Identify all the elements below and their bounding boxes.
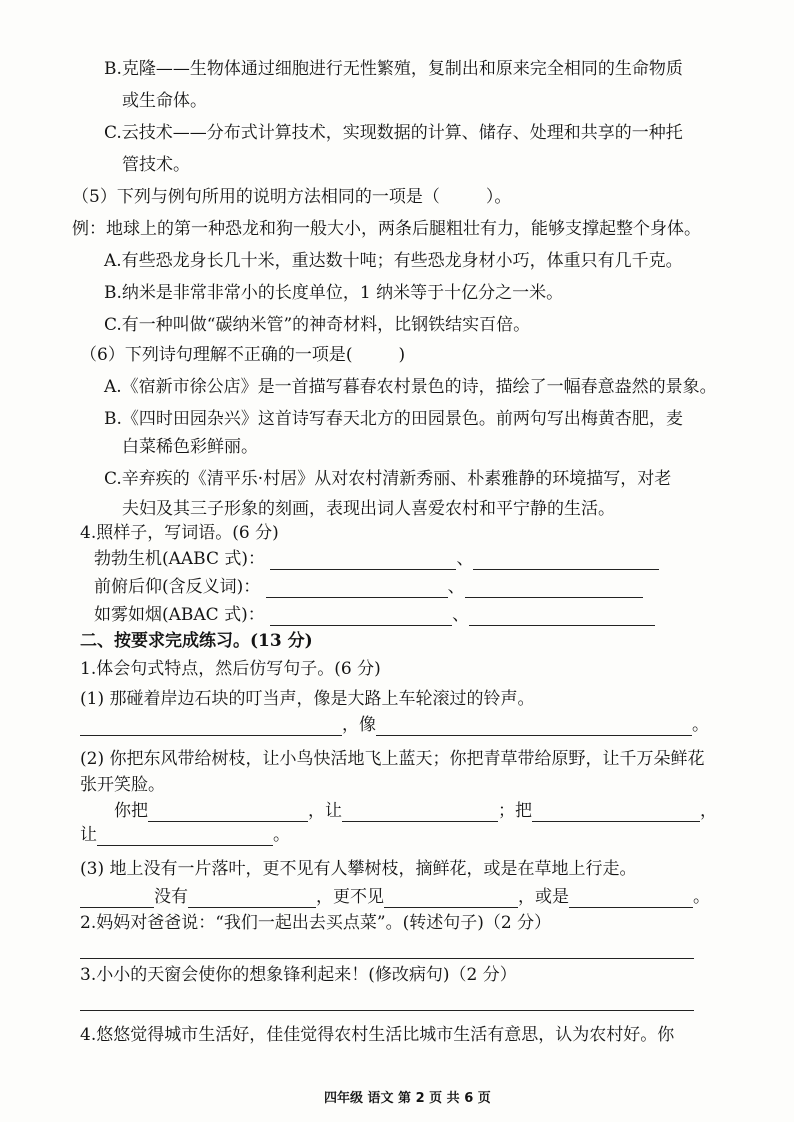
option-6b-line2: 白菜稀色彩鲜丽。 [122, 437, 258, 457]
section-2-q1-1: (1) 那碰着岸边石块的叮当声，像是大路上车轮滚过的铃声。 [80, 689, 535, 709]
q1-3-geng-bu-jian: ，更不见 [316, 887, 384, 907]
q4-row-1 [94, 548, 659, 570]
q1-2-blank-3[interactable] [532, 805, 700, 822]
q1-1-blank-2[interactable] [376, 719, 692, 736]
section-2-q1-title: 1.体会句式特点，然后仿写句子。(6 分) [80, 659, 381, 679]
q1-1-period: 。 [692, 715, 709, 735]
question-5-stem-text: （5）下列与例句所用的说明方法相同的一项是（ [72, 187, 440, 207]
option-5a: A.有些恐龙身长几十米，重达数十吨；有些恐龙身材小巧，体重只有几千克。 [104, 251, 683, 271]
q4-row-3-blank-2[interactable] [469, 609, 655, 626]
question-6-stem [80, 344, 405, 366]
q1-2-rang-2: 让 [80, 825, 97, 845]
q1-1-xiang: ，像 [342, 715, 376, 735]
q1-3-mei-you: 没有 [154, 887, 188, 907]
q1-2-period: 。 [273, 825, 290, 845]
section-2-q3: 3.小小的天窗会使你的想象锋利起来！(修改病句)（2 分） [80, 965, 517, 985]
q1-2-ni-ba: 你把 [114, 801, 148, 821]
question-5-stem [72, 186, 511, 208]
section-2-title: 二、按要求完成练习。(13 分) [80, 631, 313, 651]
q3-answer-line[interactable] [80, 1010, 694, 1011]
q4-row-1-label: 勃勃生机(AABC 式)： [94, 549, 266, 569]
q1-2-blank-2[interactable] [342, 805, 498, 822]
q4-row-3-label: 如雾如烟(ABAC 式)： [94, 605, 265, 625]
question-4-title: 4.照样子，写词语。(6 分) [80, 523, 279, 543]
q1-1-blank-1[interactable] [80, 719, 342, 736]
question-6-stem-text: （6）下列诗句理解不正确的一项是( [80, 345, 353, 365]
q1-1-answer-row [80, 714, 709, 736]
q1-3-answer-row [80, 886, 710, 908]
q1-3-blank-1[interactable] [80, 891, 154, 908]
q4-row-2 [94, 576, 643, 598]
q1-3-blank-4[interactable] [569, 891, 693, 908]
section-2-q1-3: (3) 地上没有一片落叶，更不见有人攀树枝，摘鲜花，或是在草地上行走。 [80, 859, 637, 879]
page-footer: 四年级 语文 第 2 页 共 6 页 [324, 1091, 491, 1106]
q4-row-3-blank-1[interactable] [270, 609, 452, 626]
option-5c: C.有一种叫做“碳纳米管”的神奇材料，比钢铁结实百倍。 [104, 315, 531, 335]
q1-2-comma: ， [700, 801, 717, 821]
q1-3-period: 。 [693, 887, 710, 907]
option-6b-line1: B.《四时田园杂兴》这首诗写春天北方的田园景色。前两句写出梅黄杏肥，麦 [104, 409, 683, 429]
option-3c-line1: C.云技术——分布式计算技术，实现数据的计算、储存、处理和共享的一种托 [104, 123, 683, 143]
q4-row-2-label: 前俯后仰(含反义词)： [94, 577, 261, 597]
q4-row-3-sep: 、 [452, 605, 470, 625]
q1-2-answer-row-1 [114, 800, 717, 822]
q1-2-blank-1[interactable] [148, 805, 308, 822]
q1-3-blank-2[interactable] [188, 891, 316, 908]
option-6a: A.《宿新市徐公店》是一首描写暮春农村景色的诗，描绘了一幅春意盎然的景象。 [104, 377, 717, 397]
q4-row-1-blank-1[interactable] [270, 553, 456, 570]
option-3b-line2: 或生命体。 [122, 91, 207, 111]
option-3b-line1: B.克隆——生物体通过细胞进行无性繁殖，复制出和原来完全相同的生命物质 [104, 59, 683, 79]
q4-row-3 [94, 604, 655, 626]
option-6c-line1: C.辛弃疾的《清平乐·村居》从对农村清新秀丽、朴素雅静的环境描写，对老 [104, 469, 672, 489]
option-5b: B.纳米是非常非常小的长度单位，1 纳米等于十亿分之一米。 [104, 283, 564, 303]
section-2-q2: 2.妈妈对爸爸说：“我们一起出去买点菜”。(转述句子)（2 分） [80, 913, 552, 933]
q4-row-1-sep: 、 [456, 549, 474, 569]
q4-row-2-sep: 、 [447, 577, 465, 597]
question-5-stem-end: ）。 [485, 187, 512, 207]
q1-3-huo-shi: ，或是 [518, 887, 569, 907]
option-6c-line2: 夫妇及其三子形象的刻画，表现出词人喜爱农村和平宁静的生活。 [122, 499, 615, 519]
q1-2-ba: ；把 [498, 801, 532, 821]
q4-row-2-blank-2[interactable] [465, 581, 643, 598]
q2-answer-line[interactable] [80, 958, 694, 959]
q1-2-answer-row-2 [80, 824, 290, 846]
section-2-q1-2-line2: 张开笑脸。 [80, 775, 165, 795]
q4-row-2-blank-1[interactable] [266, 581, 448, 598]
section-2-q4: 4.悠悠觉得城市生活好，佳佳觉得农村生活比城市生活有意思，认为农村好。你 [80, 1025, 675, 1045]
option-3c-line2: 管技术。 [122, 155, 190, 175]
q1-2-blank-4[interactable] [97, 829, 273, 846]
q1-2-rang: ，让 [308, 801, 342, 821]
question-5-example: 例：地球上的第一种恐龙和狗一般大小，两条后腿粗壮有力，能够支撑起整个身体。 [72, 219, 701, 239]
q1-3-blank-3[interactable] [384, 891, 518, 908]
section-2-q1-2-line1: (2) 你把东风带给树枝，让小鸟快活地飞上蓝天；你把青草带给原野，让千万朵鲜花 [80, 749, 705, 769]
q4-row-1-blank-2[interactable] [473, 553, 659, 570]
question-6-stem-end: ) [398, 345, 406, 365]
